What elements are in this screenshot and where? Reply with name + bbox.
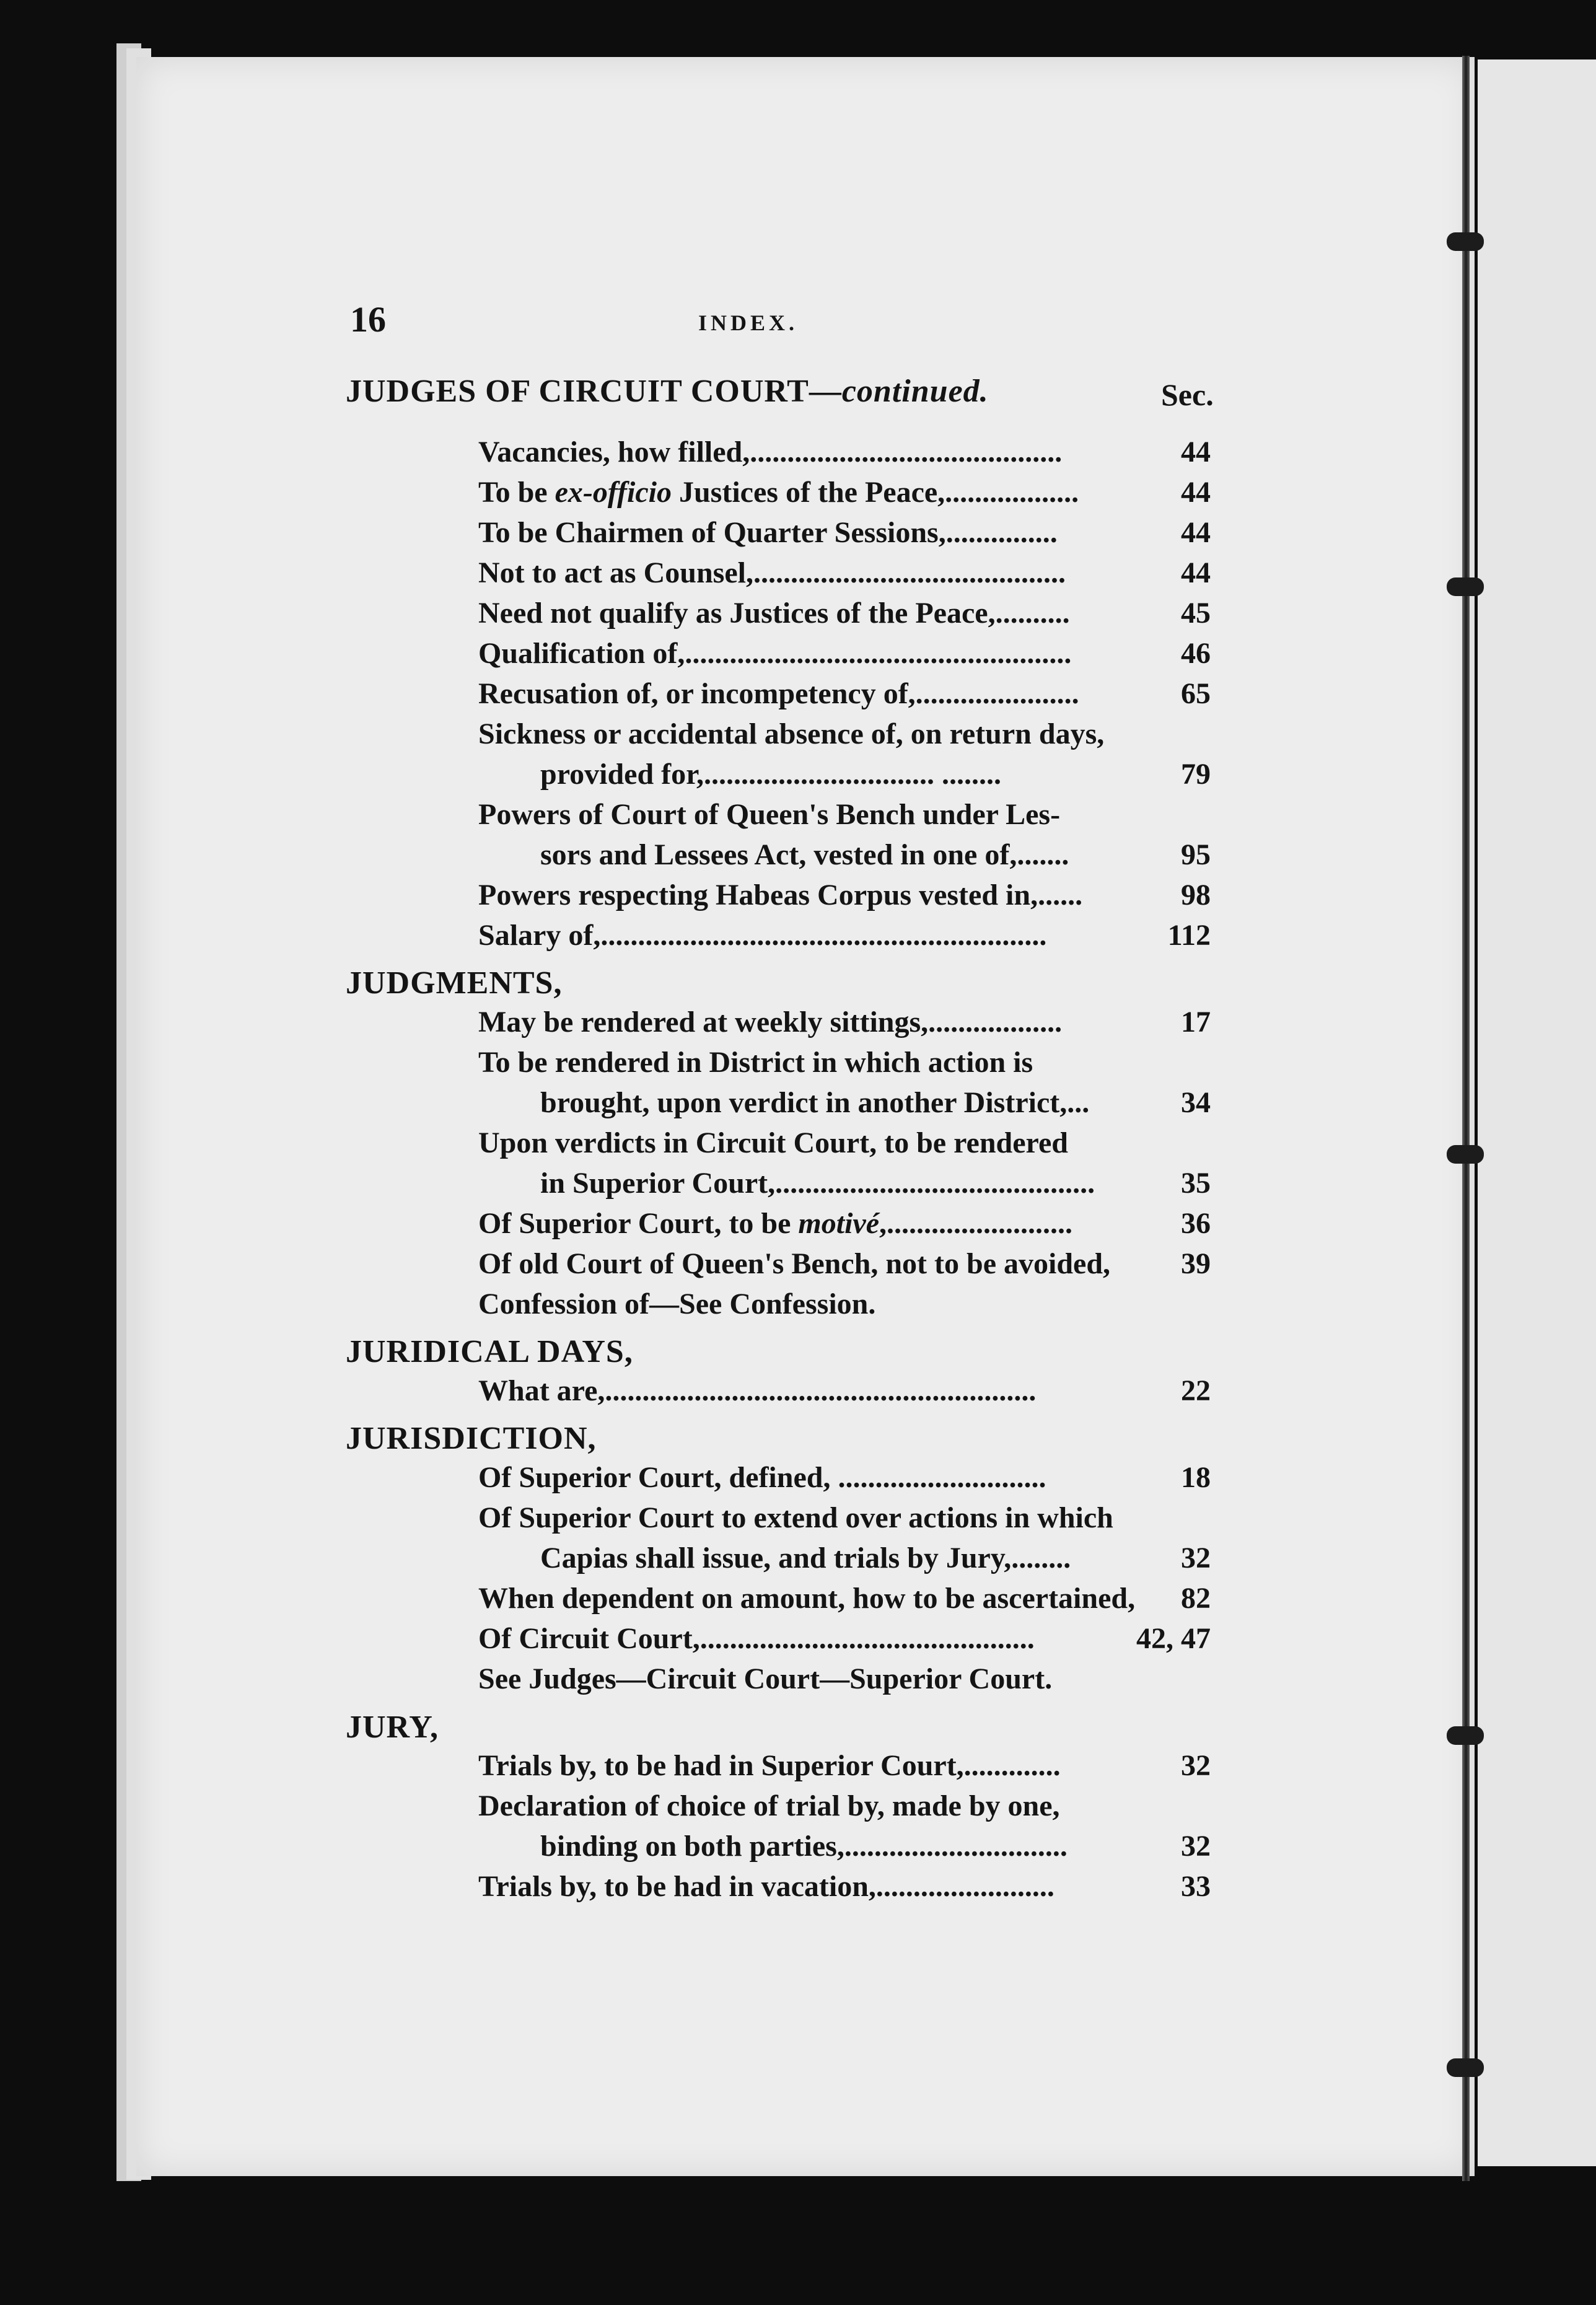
index-heading: JURY,	[346, 1710, 439, 1745]
index-entry: Upon verdicts in Circuit Court, to be rendered	[478, 1126, 1068, 1159]
index-entry: Sickness or accidental absence of, on return days,	[478, 718, 1105, 750]
index-entry: Powers of Court of Queen's Bench under Les-	[478, 798, 1061, 831]
index-entry: brought, upon verdict in another District,...	[540, 1086, 1090, 1119]
index-entry: When dependent on amount, how to be ascertained,	[478, 1582, 1136, 1615]
index-entry: Vacancies, how filled,..........................................	[478, 436, 1063, 468]
index-entry: See Judges—Circuit Court—Superior Court.	[478, 1662, 1053, 1695]
index-heading	[346, 373, 989, 410]
entry-italic: motivé	[798, 1207, 880, 1240]
index-entry: binding on both parties,..............................	[540, 1830, 1068, 1863]
section-reference: 44	[1181, 516, 1211, 549]
section-reference: 44	[1181, 556, 1211, 589]
index-entry: Recusation of, or incompetency of,......................	[478, 677, 1079, 710]
index-entry: Of old Court of Queen's Bench, not to be avoided,	[478, 1247, 1111, 1280]
section-reference: 82	[1181, 1582, 1211, 1615]
index-heading: JURIDICAL DAYS,	[346, 1334, 633, 1369]
entry-text: ,.........................	[879, 1207, 1073, 1240]
section-reference: 79	[1181, 758, 1211, 791]
section-reference: 46	[1181, 637, 1211, 670]
section-reference: 36	[1181, 1207, 1211, 1240]
index-entry: Trials by, to be had in Superior Court,.............	[478, 1749, 1061, 1782]
index-entry	[478, 474, 1079, 511]
section-reference: 17	[1181, 1006, 1211, 1038]
section-reference: 44	[1181, 476, 1211, 509]
section-reference: 95	[1181, 838, 1211, 871]
index-heading: JUDGMENTS,	[346, 965, 563, 1001]
section-reference: 42, 47	[1136, 1622, 1211, 1655]
section-reference: 44	[1181, 436, 1211, 468]
heading-text: JUDGES OF CIRCUIT COURT—	[346, 374, 842, 409]
index-entry: Of Circuit Court,.............................................	[478, 1622, 1035, 1655]
index-entry: Of Superior Court to extend over actions in which	[478, 1501, 1113, 1534]
index-entry: Qualification of,....................................................	[478, 637, 1072, 670]
index-entry: Of Superior Court, defined, ............................	[478, 1461, 1046, 1494]
index-entry: To be rendered in District in which action is	[478, 1046, 1033, 1079]
index-entry: Declaration of choice of trial by, made by one,	[478, 1789, 1060, 1822]
index-entry: What are,..........................................................	[478, 1374, 1037, 1407]
section-column-label: Sec.	[1161, 377, 1214, 412]
entry-text: Of Superior Court, to be	[478, 1207, 799, 1240]
index-entry: To be Chairmen of Quarter Sessions,...............	[478, 516, 1058, 549]
running-title: INDEX.	[698, 310, 799, 335]
index-entry: Powers respecting Habeas Corpus vested in,......	[478, 879, 1083, 911]
heading-continued: continued.	[841, 374, 989, 409]
index-entry: provided for,............................... ........	[540, 758, 1002, 791]
section-reference: 32	[1181, 1830, 1211, 1863]
index-entry: Need not qualify as Justices of the Peace,..........	[478, 597, 1070, 630]
section-reference: 65	[1181, 677, 1211, 710]
index-entry: May be rendered at weekly sittings,..................	[478, 1006, 1063, 1038]
section-reference: 34	[1181, 1086, 1211, 1119]
index-entry: Salary of,............................................................	[478, 919, 1047, 952]
index-entry: sors and Lessees Act, vested in one of,.......	[540, 838, 1069, 871]
entry-text: To be	[478, 476, 555, 509]
section-reference: 112	[1167, 919, 1211, 952]
section-reference: 22	[1181, 1374, 1211, 1407]
entry-text: Justices of the Peace,..................	[671, 476, 1079, 509]
index-entry: in Superior Court,...........................................	[540, 1167, 1095, 1200]
index-entry: Capias shall issue, and trials by Jury,........	[540, 1542, 1071, 1574]
section-reference: 18	[1181, 1461, 1211, 1494]
section-reference: 35	[1181, 1167, 1211, 1200]
section-reference: 32	[1181, 1749, 1211, 1782]
index-heading: JURISDICTION,	[346, 1421, 597, 1456]
entry-italic: ex-officio	[555, 476, 672, 509]
index-entry: Trials by, to be had in vacation,........................	[478, 1870, 1054, 1903]
section-reference: 98	[1181, 879, 1211, 911]
index-entry: Not to act as Counsel,..........................................	[478, 556, 1066, 589]
section-reference: 32	[1181, 1542, 1211, 1574]
section-reference: 39	[1181, 1247, 1211, 1280]
section-reference: 33	[1181, 1870, 1211, 1903]
index-entry	[478, 1205, 1072, 1242]
page-number: 16	[350, 299, 386, 340]
index-entry: Confession of—See Confession.	[478, 1288, 876, 1320]
section-reference: 45	[1181, 597, 1211, 630]
